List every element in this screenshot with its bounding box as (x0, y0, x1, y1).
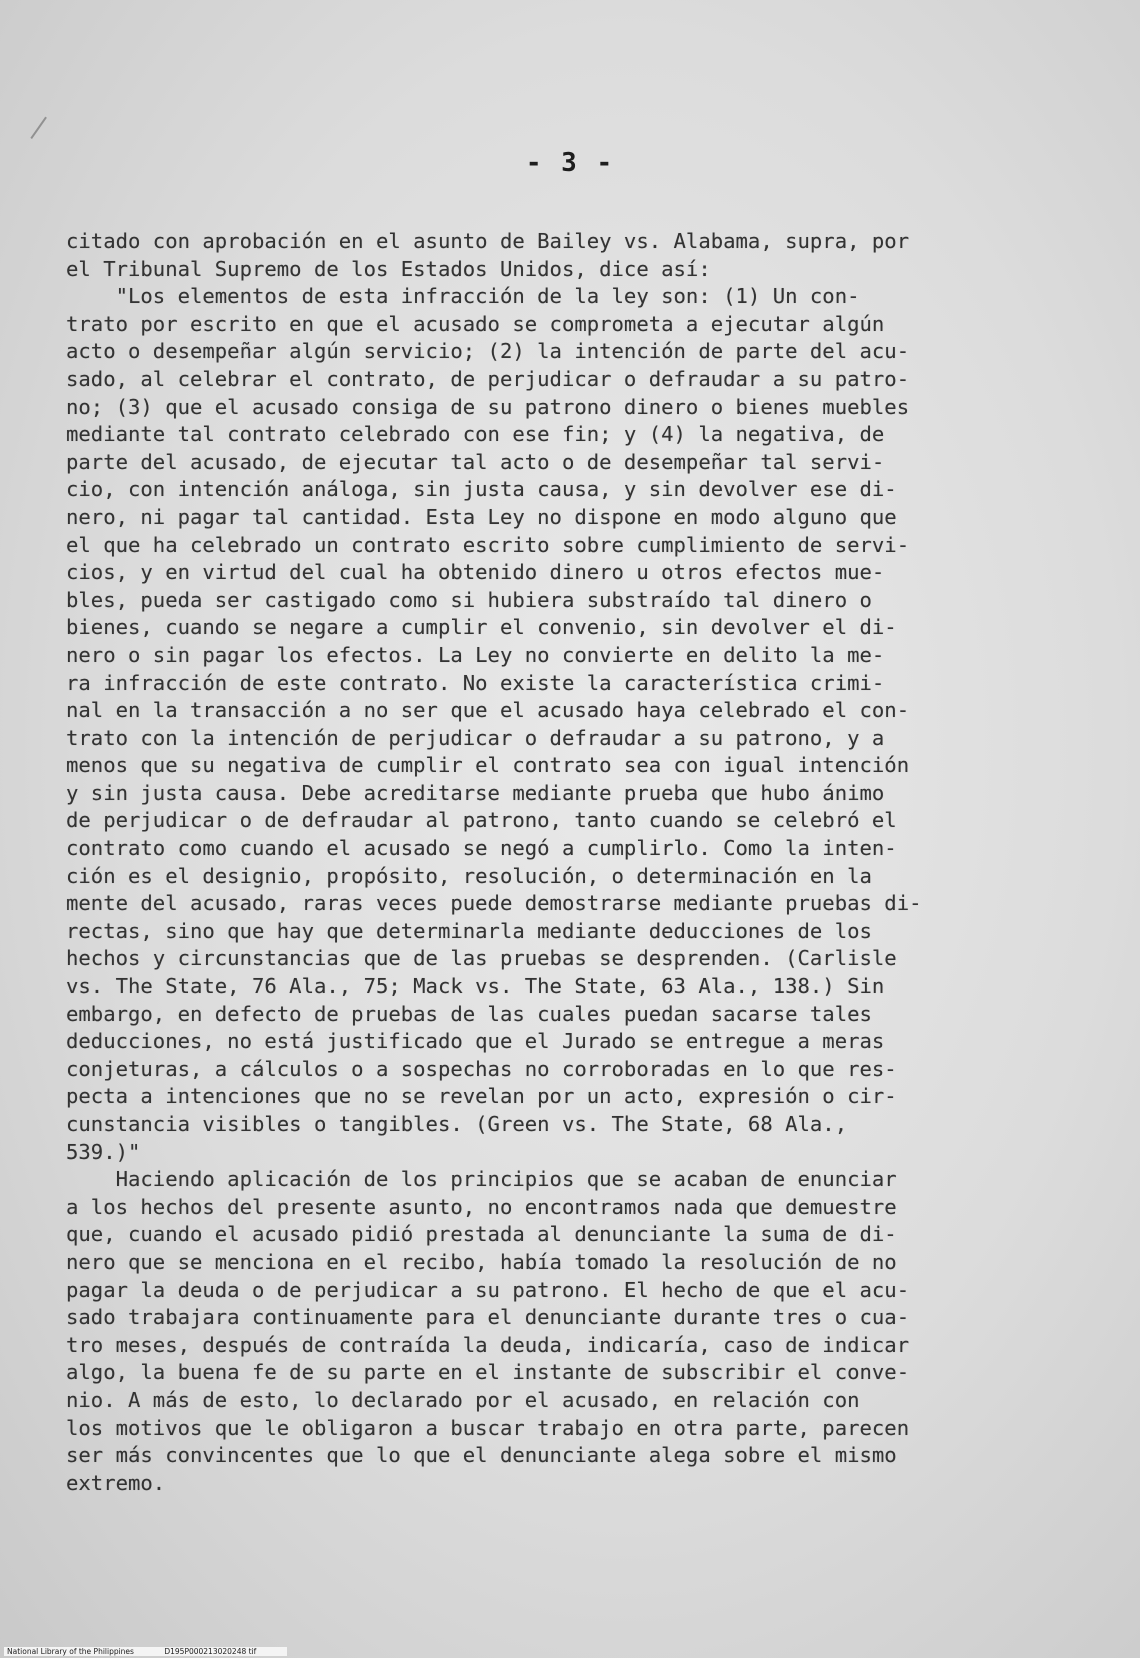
text-line: trato por escrito en que el acusado se comprometa a ejecutar algún (66, 311, 885, 336)
text-line: mente del acusado, raras veces puede demostrarse mediante pruebas di- (66, 891, 922, 916)
text-line: algo, la buena fe de su parte en el instante de subscribir el conve- (66, 1360, 910, 1385)
text-line: trato con la intención de perjudicar o defraudar a su patrono, y a (66, 725, 885, 750)
footer-file: D195P000213020248 tif (164, 1647, 257, 1656)
text-line: de perjudicar o de defraudar al patrono, tanto cuando se celebró el (66, 808, 897, 833)
text-line: nero que se menciona en el recibo, había tomado la resolución de no (66, 1249, 897, 1274)
text-line: ción es el designio, propósito, resolución, o determinación en la (66, 863, 872, 888)
text-line: que, cuando el acusado pidió prestada al denunciante la suma de di- (66, 1222, 897, 1247)
body-text (66, 228, 1066, 1497)
text-line: menos que su negativa de cumplir el contrato sea con igual intención (66, 753, 910, 778)
text-line: a los hechos del presente asunto, no encontramos nada que demuestre (66, 1194, 897, 1219)
text-line: embargo, en defecto de pruebas de las cuales puedan sacarse tales (66, 1001, 872, 1026)
text-line: cios, y en virtud del cual ha obtenido dinero u otros efectos mue- (66, 560, 885, 585)
text-line: no; (3) que el acusado consiga de su patrono dinero o bienes muebles (66, 394, 910, 419)
text-line: citado con aprobación en el asunto de Bailey vs. Alabama, supra, por (66, 229, 910, 253)
text-line: cunstancia visibles o tangibles. (Green vs. The State, 68 Ala., (66, 1112, 848, 1136)
text-line: deducciones, no está justificado que el Jurado se entregue a meras (66, 1029, 885, 1054)
text-line: ra infracción de este contrato. No existe la característica crimi- (66, 670, 885, 695)
text-line: mediante tal contrato celebrado con ese fin; y (4) la negativa, de (66, 422, 885, 447)
scan-footer (4, 1647, 287, 1656)
text-line: nero, ni pagar tal cantidad. Esta Ley no dispone en modo alguno que (66, 504, 897, 529)
text-line: 539.)" (66, 1139, 141, 1164)
text-line: nal en la transacción a no ser que el acusado haya celebrado el con- (66, 698, 910, 723)
page-number: - 3 - (525, 148, 615, 178)
footer-library: National Library of the Philippines (7, 1647, 134, 1656)
text-line: bienes, cuando se negare a cumplir el convenio, sin devolver el di- (66, 615, 897, 640)
text-line: vs. The State, 76 Ala., 75; Mack vs. The State, 63 Ala., 138.) Sin (66, 974, 885, 999)
text-line: tro meses, después de contraída la deuda, indicaría, caso de indicar (66, 1332, 910, 1357)
text-line: hechos y circunstancias que de las pruebas se desprenden. (Carlisle (66, 946, 897, 971)
text-line: conjeturas, a cálculos o a sospechas no corroboradas en lo que res- (66, 1056, 897, 1081)
text-line: nio. A más de esto, lo declarado por el acusado, en relación con (66, 1387, 860, 1412)
text-line: contrato como cuando el acusado se negó a cumplirlo. Como la inten- (66, 836, 897, 861)
text-line: acto o desempeñar algún servicio; (2) la intención de parte del acu- (66, 339, 910, 364)
text-line: pagar la deuda o de perjudicar a su patrono. El hecho de que el acu- (66, 1277, 910, 1302)
text-line: pecta a intenciones que no se revelan por un acto, expresión o cir- (66, 1084, 897, 1109)
text-line: el que ha celebrado un contrato escrito sobre cumplimiento de servi- (66, 532, 910, 557)
text-line: sado, al celebrar el contrato, de perjudicar o defraudar a su patro- (66, 366, 910, 391)
text-line: bles, pueda ser castigado como si hubiera substraído tal dinero o (66, 587, 872, 612)
scan-mark (30, 117, 61, 150)
text-line: nero o sin pagar los efectos. La Ley no convierte en delito la me- (66, 642, 885, 667)
text-line: sado trabajara continuamente para el denunciante durante tres o cua- (66, 1305, 910, 1330)
text-line: el Tribunal Supremo de los Estados Unidos, dice así: (66, 256, 711, 281)
text-line: cio, con intención análoga, sin justa causa, y sin devolver ese di- (66, 477, 897, 502)
text-line: parte del acusado, de ejecutar tal acto o de desempeñar tal servi- (66, 449, 885, 474)
text-line: "Los elementos de esta infracción de la ley son: (1) Un con- (66, 284, 860, 309)
text-line: ser más convincentes que lo que el denunciante alega sobre el mismo (66, 1443, 897, 1468)
text-line: Haciendo aplicación de los principios que se acaban de enunciar (66, 1167, 897, 1192)
text-line: rectas, sino que hay que determinarla mediante deducciones de los (66, 918, 872, 943)
text-line: extremo. (66, 1470, 166, 1495)
text-line: y sin justa causa. Debe acreditarse mediante prueba que hubo ánimo (66, 780, 885, 805)
text-line: los motivos que le obligaron a buscar trabajo en otra parte, parecen (66, 1415, 910, 1440)
